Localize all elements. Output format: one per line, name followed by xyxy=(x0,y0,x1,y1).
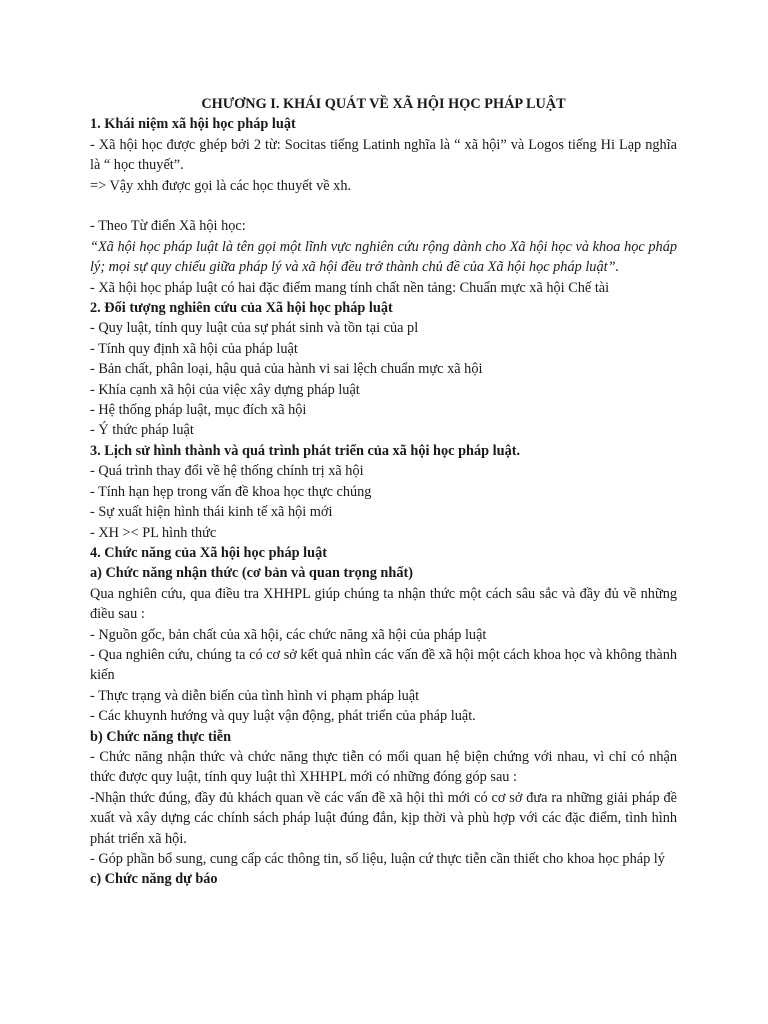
list-item: - Góp phần bổ sung, cung cấp các thông tin, số liệu, luận cứ thực tiễn cần thiết cho khoa học pháp lý xyxy=(90,851,665,868)
list-item: - Các khuynh hướng và quy luật vận động, phát triển của pháp luật. xyxy=(90,708,476,725)
list-item: - Nguồn gốc, bản chất của xã hội, các chức năng xã hội của pháp luật xyxy=(90,626,487,643)
list-item: -Nhận thức đúng, đầy đủ khách quan về các vấn đề xã hội thì mới có cơ sở đưa ra những giải pháp đề xuất và xây dựng các chính sách pháp luật đúng đắn, kịp thời và phù hợp với các đặc điểm, tình hình phát triển xã hội. xyxy=(90,789,677,847)
section-2-heading: 2. Đối tượng nghiên cứu của Xã hội học pháp luật xyxy=(90,300,393,317)
chapter-title: CHƯƠNG I. KHÁI QUÁT VỀ XÃ HỘI HỌC PHÁP LUẬT xyxy=(201,96,566,112)
paragraph: Qua nghiên cứu, qua điều tra XHHPL giúp chúng ta nhận thức một cách sâu sắc và đầy đủ về những điều sau : xyxy=(90,585,677,623)
list-item: - Thực trạng và diễn biến của tình hình vi phạm pháp luật xyxy=(90,687,420,704)
list-item: - Qua nghiên cứu, chúng ta có cơ sở kết quả nhìn các vấn đề xã hội một cách khoa học và không thành kiến xyxy=(90,646,677,684)
list-item: - Sự xuất hiện hình thái kinh tế xã hội mới xyxy=(90,504,333,521)
document-page xyxy=(90,94,677,890)
definition-quote: “Xã hội học pháp luật là tên gọi một lĩnh vực nghiên cứu rộng dành cho Xã hội học và khoa học pháp lý; mọi sự quy chiếu giữa pháp lý và xã hội đều trở thành chủ đề của Xã hội học pháp luật”. xyxy=(90,238,677,276)
subsection-c-heading: c) Chức năng dự báo xyxy=(90,871,218,888)
section-4-heading: 4. Chức năng của Xã hội học pháp luật xyxy=(90,544,327,561)
paragraph: - Xã hội học được ghép bởi 2 từ: Socitas tiếng Latinh nghĩa là “ xã hội” và Logos tiếng Hi Lạp nghĩa là “ học thuyết”. xyxy=(90,136,677,174)
section-1-heading: 1. Khái niệm xã hội học pháp luật xyxy=(90,116,296,133)
list-item: - Tính quy định xã hội của pháp luật xyxy=(90,340,298,357)
section-3-heading: 3. Lịch sử hình thành và quá trình phát triển của xã hội học pháp luật. xyxy=(90,442,521,459)
list-item: - Tính hạn hẹp trong vấn đề khoa học thực chúng xyxy=(90,483,372,500)
paragraph: - Theo Từ điển Xã hội học: xyxy=(90,218,246,235)
list-item: - Chức năng nhận thức và chức năng thực tiễn có mối quan hệ biện chứng với nhau, vì chỉ có nhận thức được quy luật, tính quy luật thì XHHPL mới có những đóng góp sau : xyxy=(90,748,677,786)
subsection-a-heading: a) Chức năng nhận thức (cơ bản và quan trọng nhất) xyxy=(90,565,413,582)
list-item: - Quy luật, tính quy luật của sự phát sinh và tồn tại của pl xyxy=(90,320,419,337)
list-item: - Hệ thống pháp luật, mục đích xã hội xyxy=(90,402,307,419)
list-item: - Ý thức pháp luật xyxy=(90,422,194,439)
list-item: - Khía cạnh xã hội của việc xây dựng pháp luật xyxy=(90,381,360,398)
paragraph: - Xã hội học pháp luật có hai đặc điểm mang tính chất nền tảng: Chuẩn mực xã hội Chế tài xyxy=(90,279,610,296)
list-item: - Quá trình thay đổi về hệ thống chính trị xã hội xyxy=(90,463,364,480)
blank-line xyxy=(90,196,677,216)
list-item: - XH >< PL hình thức xyxy=(90,524,217,541)
paragraph: => Vậy xhh được gọi là các học thuyết về xh. xyxy=(90,177,352,194)
subsection-b-heading: b) Chức năng thực tiễn xyxy=(90,728,232,745)
list-item: - Bản chất, phân loại, hậu quả của hành vi sai lệch chuẩn mực xã hội xyxy=(90,361,483,378)
